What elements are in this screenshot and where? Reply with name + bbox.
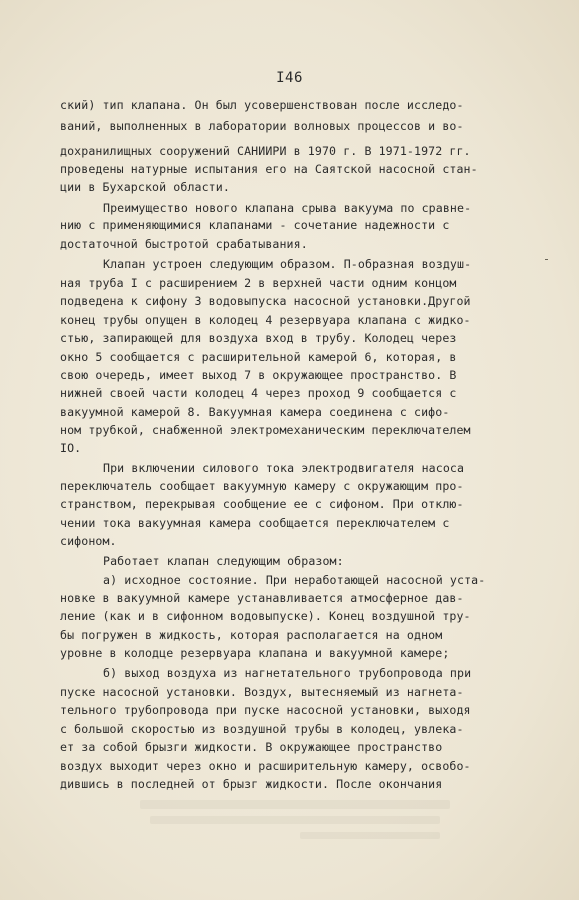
text-line: ление (как и в сифонном водовыпуске). Конец воздушной тру- bbox=[60, 609, 471, 623]
bleed-through-mark bbox=[300, 832, 440, 839]
text-line: ский) тип клапана. Он был усовершенствован после исследо- bbox=[60, 98, 464, 112]
text-line: дохранилищных сооружений САНИИРИ в 1970 г. В 1971-1972 гг. bbox=[60, 144, 471, 158]
text-line: При включении силового тока электродвигателя насоса bbox=[103, 461, 465, 475]
text-line: окно 5 сообщается с расширительной камерой 6, которая, в bbox=[60, 350, 457, 364]
text-line: переключатель сообщает вакуумную камеру с окружающим про- bbox=[60, 479, 464, 493]
page-number: I46 bbox=[276, 70, 303, 86]
text-line: Преимущество нового клапана срыва вакуума по сравне- bbox=[103, 201, 472, 215]
ink-speck bbox=[545, 259, 548, 260]
text-line: ном трубкой, снабженной электромеханическим переключателем bbox=[60, 423, 471, 437]
text-line: IO. bbox=[60, 441, 82, 455]
text-line: сифоном. bbox=[60, 534, 117, 548]
text-line: ет за собой брызги жидкости. В окружающее пространство bbox=[60, 740, 443, 754]
text-line: б) выход воздуха из нагнетательного трубопровода при bbox=[103, 666, 472, 680]
text-line: уровне в колодце резервуара клапана и вакуумной камере; bbox=[60, 646, 450, 660]
bleed-through-mark bbox=[150, 816, 440, 824]
text-line: ная труба I с расширением 2 в верхней части одним концом bbox=[60, 276, 457, 290]
text-line: стью, запирающей для воздуха вход в трубу. Колодец через bbox=[60, 331, 457, 345]
text-line: дившись в последней от брызг жидкости. После окончания bbox=[60, 777, 443, 791]
text-line: тельного трубопровода при пуске насосной установки, выходя bbox=[60, 703, 471, 717]
text-line: конец трубы опущен в колодец 4 резервуара клапана с жидко- bbox=[60, 313, 471, 327]
text-line: Работает клапан следующим образом: bbox=[103, 554, 344, 568]
bleed-through-mark bbox=[140, 800, 450, 809]
text-line: подведена к сифону 3 водовыпуска насосной установки.Другой bbox=[60, 294, 471, 308]
text-line: странством, перекрывая сообщение ее с сифоном. При отклю- bbox=[60, 497, 464, 511]
text-line: достаточной быстротой срабатывания. bbox=[60, 237, 308, 251]
text-line: бы погружен в жидкость, которая располагается на одном bbox=[60, 628, 443, 642]
text-line: а) исходное состояние. При неработающей насосной уста- bbox=[103, 573, 486, 587]
text-line: чении тока вакуумная камера сообщается переключателем с bbox=[60, 516, 450, 530]
text-line: Клапан устроен следующим образом. П-образная воздуш- bbox=[103, 257, 472, 271]
text-line: воздух выходит через окно и расширительную камеру, освобо- bbox=[60, 759, 471, 773]
text-line: пуске насосной установки. Воздух, вытесняемый из нагнета- bbox=[60, 685, 464, 699]
text-line: свою очередь, имеет выход 7 в окружающее пространство. В bbox=[60, 368, 457, 382]
text-line: нижней своей части колодец 4 через проход 9 сообщается с bbox=[60, 386, 457, 400]
text-line: новке в вакуумной камере устанавливается атмосферное дав- bbox=[60, 591, 464, 605]
text-line: ваний, выполненных в лаборатории волновых процессов и во- bbox=[60, 119, 464, 133]
text-line: ции в Бухарской области. bbox=[60, 180, 230, 194]
text-line: проведены натурные испытания его на Саятской насосной стан- bbox=[60, 162, 478, 176]
text-line: нию с применяющимися клапанами - сочетание надежности с bbox=[60, 218, 450, 232]
text-line: с большой скоростью из воздушной трубы в колодец, увлека- bbox=[60, 722, 464, 736]
text-line: вакуумной камерой 8. Вакуумная камера соединена с сифо- bbox=[60, 405, 450, 419]
